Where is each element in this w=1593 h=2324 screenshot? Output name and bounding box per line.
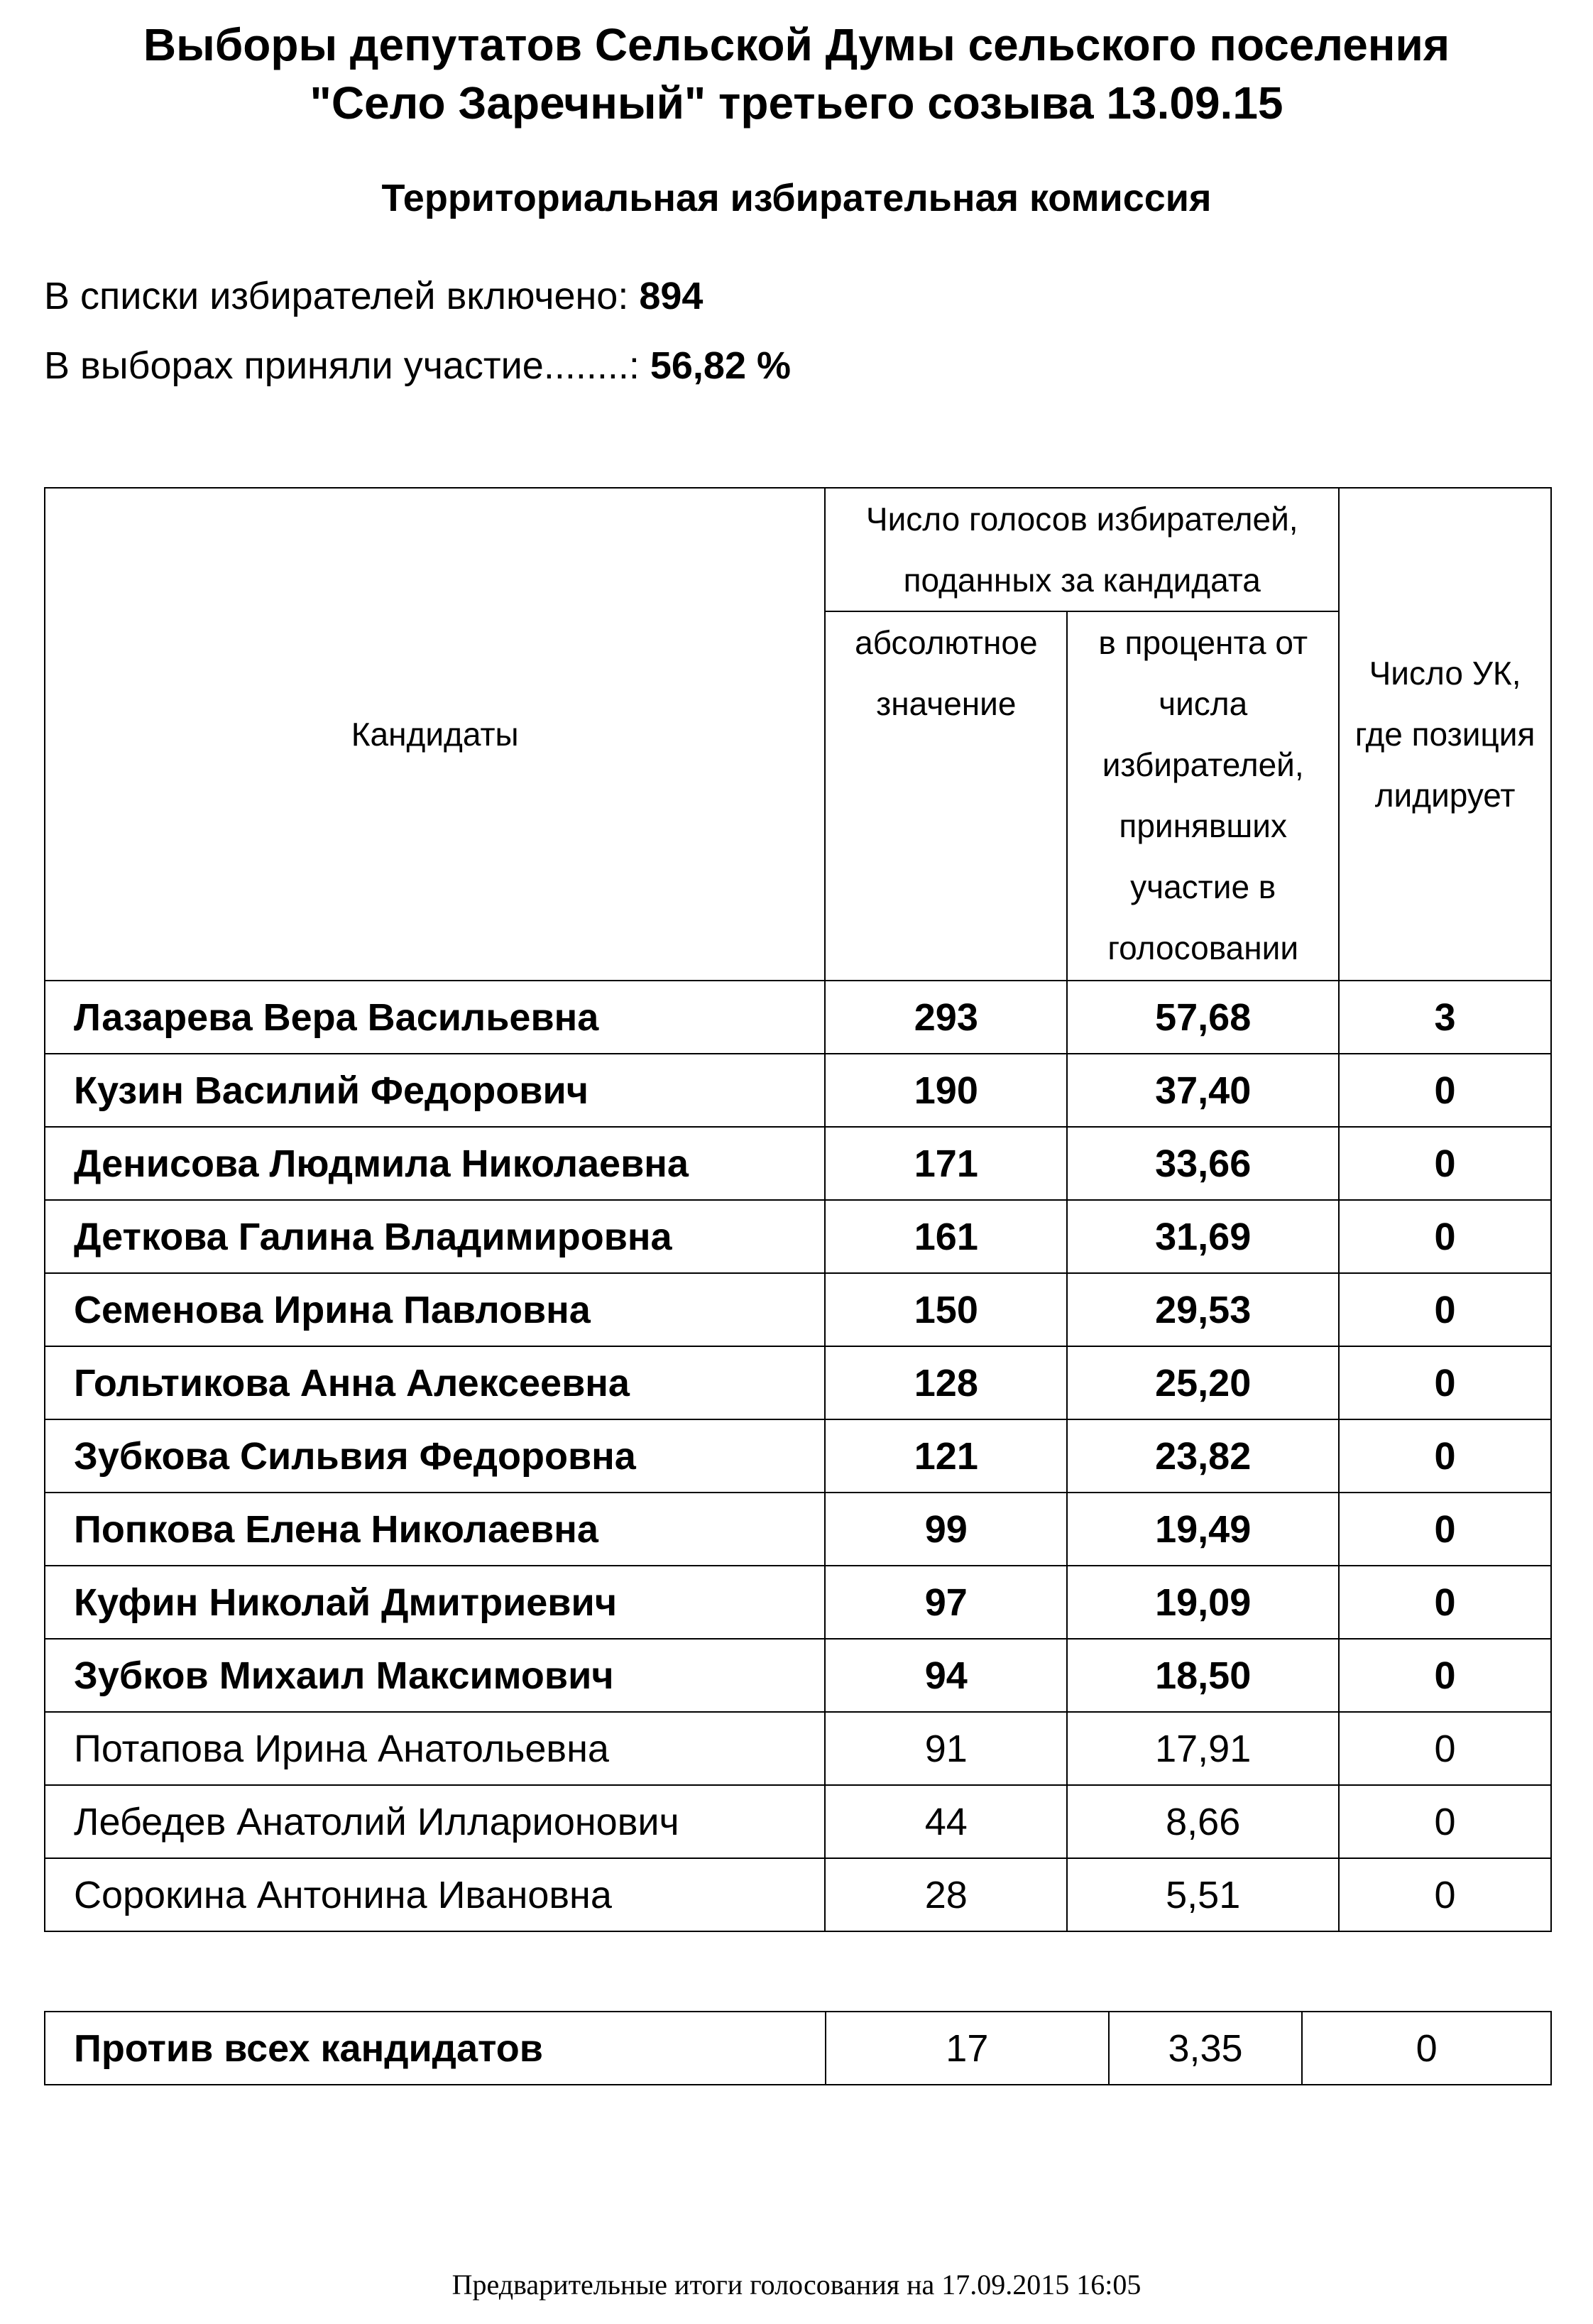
candidate-name: Деткова Галина Владимировна	[45, 1200, 825, 1273]
candidate-percent: 8,66	[1067, 1785, 1339, 1858]
candidate-leading: 0	[1339, 1200, 1551, 1273]
candidate-name: Потапова Ирина Анатольевна	[45, 1712, 825, 1785]
candidate-leading: 0	[1339, 1493, 1551, 1566]
table-row	[45, 1785, 1551, 1858]
candidate-votes: 171	[825, 1127, 1067, 1200]
candidate-name: Куфин Николай Дмитриевич	[45, 1566, 825, 1639]
table-row	[45, 1054, 1551, 1127]
table-row	[45, 981, 1551, 1054]
candidate-leading: 0	[1339, 1346, 1551, 1419]
table-row	[45, 1566, 1551, 1639]
candidate-votes: 94	[825, 1639, 1067, 1712]
table-row	[45, 1273, 1551, 1346]
footer-note: Предварительные итоги голосования на 17.09.2015 16:05	[451, 2269, 1142, 2301]
candidate-votes: 190	[825, 1054, 1067, 1127]
candidate-leading: 0	[1339, 1712, 1551, 1785]
table-row	[45, 1639, 1551, 1712]
candidate-name: Денисова Людмила Николаевна	[45, 1127, 825, 1200]
candidate-leading: 0	[1339, 1127, 1551, 1200]
header-leading: Число УК, где позиция лидирует	[1339, 488, 1551, 981]
candidate-percent: 31,69	[1067, 1200, 1339, 1273]
voters-value: 894	[639, 275, 704, 317]
candidate-percent: 19,49	[1067, 1493, 1339, 1566]
candidate-percent: 17,91	[1067, 1712, 1339, 1785]
commission-subtitle: Территориальная избирательная комиссия	[381, 177, 1212, 219]
candidate-name: Зубков Михаил Максимович	[45, 1639, 825, 1712]
header-votes-group: Число голосов избирателей, поданных за кандидата	[825, 488, 1339, 611]
candidate-leading: 0	[1339, 1419, 1551, 1493]
candidate-leading: 0	[1339, 1785, 1551, 1858]
title-line-2: "Село Заречный" третьего созыва 13.09.15	[310, 77, 1283, 129]
header-candidates: Кандидаты	[45, 488, 825, 981]
candidate-votes: 161	[825, 1200, 1067, 1273]
against-all-table	[44, 2011, 1552, 2085]
header-percent: в процента от числа избирателей, принявших участие в голосовании	[1067, 611, 1339, 981]
candidate-votes: 28	[825, 1858, 1067, 1931]
table-row	[45, 1419, 1551, 1493]
turnout-stat	[44, 341, 791, 391]
candidate-votes: 121	[825, 1419, 1067, 1493]
candidate-leading: 0	[1339, 1273, 1551, 1346]
candidate-votes: 44	[825, 1785, 1067, 1858]
results-body	[45, 981, 1551, 1931]
table-row	[45, 1712, 1551, 1785]
candidate-percent: 25,20	[1067, 1346, 1339, 1419]
candidate-votes: 99	[825, 1493, 1067, 1566]
candidate-leading: 0	[1339, 1566, 1551, 1639]
table-row	[45, 1493, 1551, 1566]
candidate-name: Зубкова Сильвия Федоровна	[45, 1419, 825, 1493]
candidate-name: Семенова Ирина Павловна	[45, 1273, 825, 1346]
against-all-percent: 3,35	[1109, 2012, 1303, 2085]
table-row	[45, 1127, 1551, 1200]
turnout-value: 56,82 %	[650, 344, 792, 387]
candidate-leading: 0	[1339, 1858, 1551, 1931]
candidate-name: Попкова Елена Николаевна	[45, 1493, 825, 1566]
voters-label: В списки избирателей включено:	[44, 275, 640, 317]
candidate-name: Сорокина Антонина Ивановна	[45, 1858, 825, 1931]
candidate-percent: 18,50	[1067, 1639, 1339, 1712]
against-all-votes: 17	[826, 2012, 1109, 2085]
candidate-percent: 33,66	[1067, 1127, 1339, 1200]
candidate-percent: 37,40	[1067, 1054, 1339, 1127]
against-all-label: Против всех кандидатов	[45, 2012, 826, 2085]
candidate-name: Лазарева Вера Васильевна	[45, 981, 825, 1054]
candidate-votes: 150	[825, 1273, 1067, 1346]
candidate-percent: 23,82	[1067, 1419, 1339, 1493]
candidate-percent: 29,53	[1067, 1273, 1339, 1346]
candidate-name: Лебедев Анатолий Илларионович	[45, 1785, 825, 1858]
candidate-name: Гольтикова Анна Алексеевна	[45, 1346, 825, 1419]
voters-stat	[44, 271, 703, 321]
candidate-votes: 128	[825, 1346, 1067, 1419]
candidate-votes: 91	[825, 1712, 1067, 1785]
turnout-label: В выборах приняли участие........:	[44, 344, 650, 387]
candidate-votes: 97	[825, 1566, 1067, 1639]
header-absolute: абсолютное значение	[825, 611, 1067, 981]
results-table	[44, 487, 1552, 1932]
candidate-name: Кузин Василий Федорович	[45, 1054, 825, 1127]
against-all-row	[45, 2012, 1551, 2085]
candidate-percent: 57,68	[1067, 981, 1339, 1054]
against-all-leading: 0	[1302, 2012, 1551, 2085]
table-row	[45, 1858, 1551, 1931]
document-title	[0, 16, 1593, 132]
table-row	[45, 1200, 1551, 1273]
candidate-votes: 293	[825, 981, 1067, 1054]
title-line-1: Выборы депутатов Сельской Думы сельского поселения	[143, 19, 1450, 70]
candidate-leading: 3	[1339, 981, 1551, 1054]
candidate-leading: 0	[1339, 1639, 1551, 1712]
candidate-percent: 19,09	[1067, 1566, 1339, 1639]
candidate-leading: 0	[1339, 1054, 1551, 1127]
candidate-percent: 5,51	[1067, 1858, 1339, 1931]
table-row	[45, 1346, 1551, 1419]
